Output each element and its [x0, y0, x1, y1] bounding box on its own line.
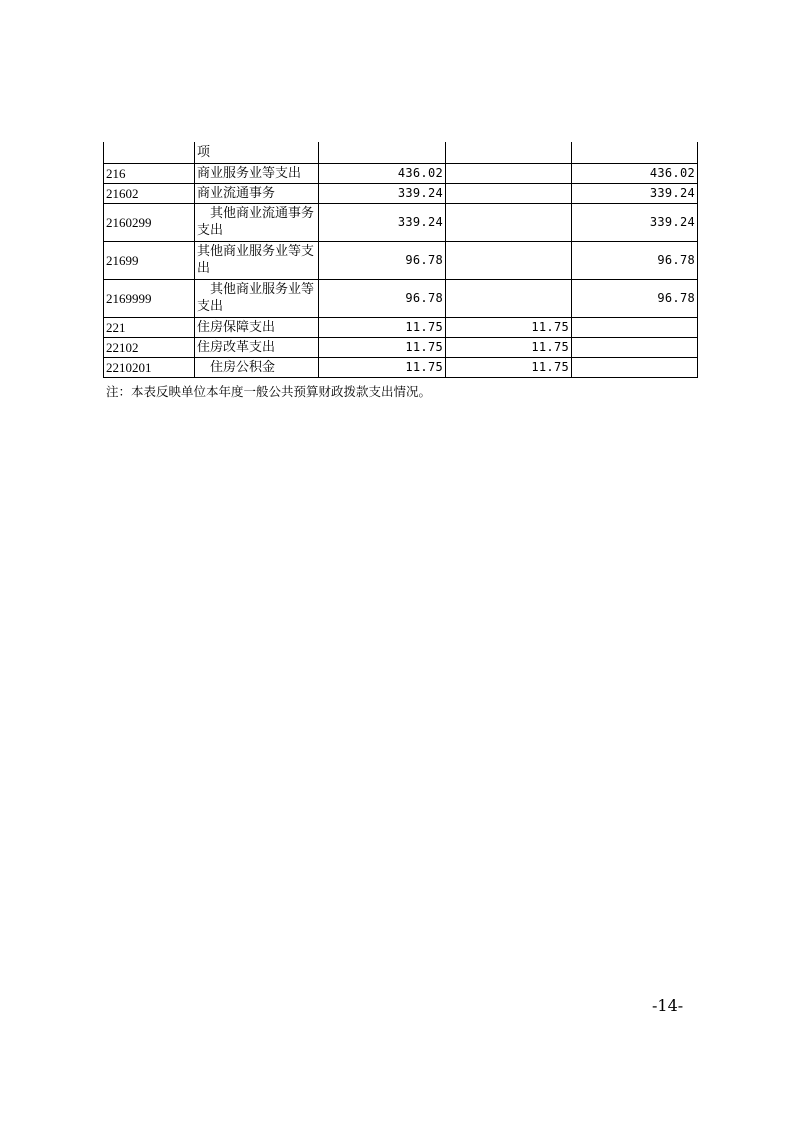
project-expenditure-cell [572, 357, 698, 377]
table-cell [104, 142, 195, 163]
project-expenditure-cell: 339.24 [572, 203, 698, 241]
basic-expenditure-cell [446, 183, 572, 203]
subject-code-cell: 2160299 [104, 203, 195, 241]
expenditure-table [103, 142, 698, 378]
total-cell: 96.78 [319, 279, 446, 317]
table-row [104, 357, 698, 377]
basic-expenditure-cell: 11.75 [446, 337, 572, 357]
project-expenditure-cell [572, 337, 698, 357]
basic-expenditure-cell: 11.75 [446, 357, 572, 377]
project-expenditure-cell: 339.24 [572, 183, 698, 203]
subject-code-cell: 216 [104, 163, 195, 183]
total-cell: 11.75 [319, 317, 446, 337]
project-expenditure-cell [572, 317, 698, 337]
total-cell: 96.78 [319, 241, 446, 279]
subject-name-cell: 商业流通事务 [195, 183, 319, 203]
subject-code-cell: 22102 [104, 337, 195, 357]
total-cell: 339.24 [319, 203, 446, 241]
table-row [104, 241, 698, 279]
table-row [104, 279, 698, 317]
subject-name-cell: 其他商业服务业等支出 [195, 279, 319, 317]
table-cell [572, 142, 698, 163]
basic-expenditure-cell [446, 163, 572, 183]
table-header-continuation-row [104, 142, 698, 163]
project-expenditure-cell: 96.78 [572, 279, 698, 317]
basic-expenditure-cell [446, 241, 572, 279]
subject-code-cell: 2210201 [104, 357, 195, 377]
subject-code-cell: 21699 [104, 241, 195, 279]
subject-code-cell: 221 [104, 317, 195, 337]
project-expenditure-cell: 96.78 [572, 241, 698, 279]
total-cell: 436.02 [319, 163, 446, 183]
subject-code-cell: 21602 [104, 183, 195, 203]
table-cell [319, 142, 446, 163]
basic-expenditure-cell [446, 279, 572, 317]
table-row [104, 337, 698, 357]
subject-name-cell: 住房公积金 [195, 357, 319, 377]
table-header-cell: 项 [195, 142, 319, 163]
subject-name-cell: 其他商业流通事务支出 [195, 203, 319, 241]
table-cell [446, 142, 572, 163]
subject-name-cell: 住房保障支出 [195, 317, 319, 337]
table-row [104, 317, 698, 337]
subject-name-cell: 商业服务业等支出 [195, 163, 319, 183]
total-cell: 339.24 [319, 183, 446, 203]
basic-expenditure-cell [446, 203, 572, 241]
basic-expenditure-cell: 11.75 [446, 317, 572, 337]
table-row [104, 163, 698, 183]
subject-name-cell: 其他商业服务业等支出 [195, 241, 319, 279]
table-row [104, 203, 698, 241]
subject-code-cell: 2169999 [104, 279, 195, 317]
total-cell: 11.75 [319, 357, 446, 377]
table-footnote: 注：本表反映单位本年度一般公共预算财政拨款支出情况。 [106, 384, 432, 399]
subject-name-cell: 住房改革支出 [195, 337, 319, 357]
total-cell: 11.75 [319, 337, 446, 357]
page-number: -14- [652, 996, 684, 1015]
table-row [104, 183, 698, 203]
project-expenditure-cell: 436.02 [572, 163, 698, 183]
